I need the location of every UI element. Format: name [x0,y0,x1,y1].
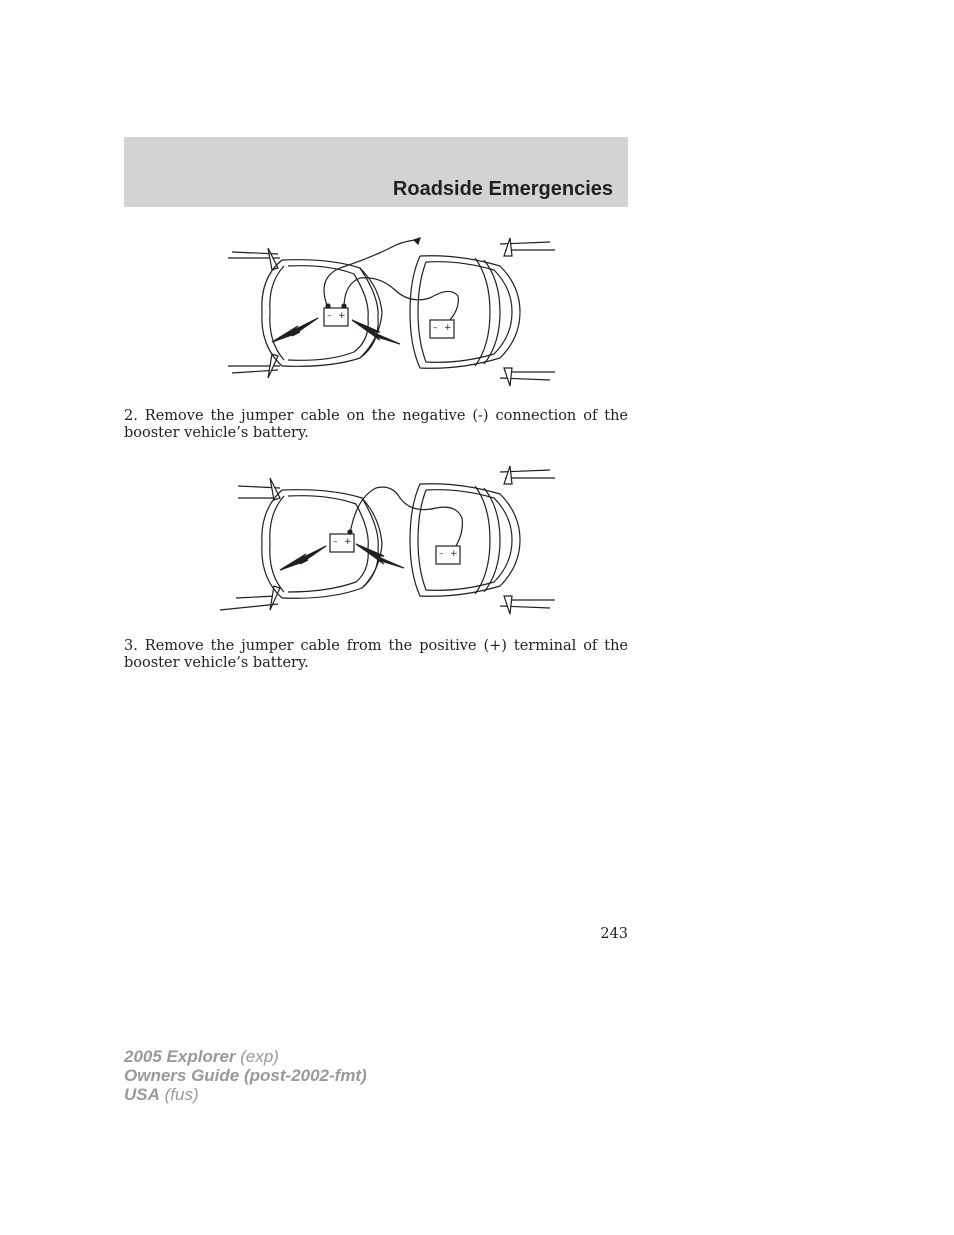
battery-positive-symbol: + [450,549,458,559]
footer-line-2: Owners Guide (post-2002-fmt) [124,1066,367,1085]
section-title: Roadside Emergencies [392,178,613,200]
battery-negative-symbol: – [327,311,332,321]
section-header-band [124,137,628,207]
battery-negative-symbol: – [439,549,444,559]
step-2-text: 2. Remove the jumper cable on the negative (-) connection of the booster vehicle’s battery. [124,408,628,441]
footer-line-3: USA (fus) [124,1085,199,1104]
footer-line-1: 2005 Explorer (exp) [124,1047,279,1066]
jump-start-diagram-icon [220,228,560,396]
page-number: 243 [600,926,628,942]
battery-negative-symbol: – [433,323,438,333]
jump-start-diagram-icon [216,458,561,624]
step-3-text: 3. Remove the jumper cable from the positive (+) terminal of the booster vehicle’s battery. [124,638,628,671]
jump-start-figure-1 [220,228,560,396]
footer [124,1047,367,1104]
battery-positive-symbol: + [344,537,352,547]
battery-positive-symbol: + [338,311,346,321]
jump-start-figure-2 [216,458,561,624]
battery-negative-symbol: – [333,537,338,547]
battery-positive-symbol: + [444,323,452,333]
